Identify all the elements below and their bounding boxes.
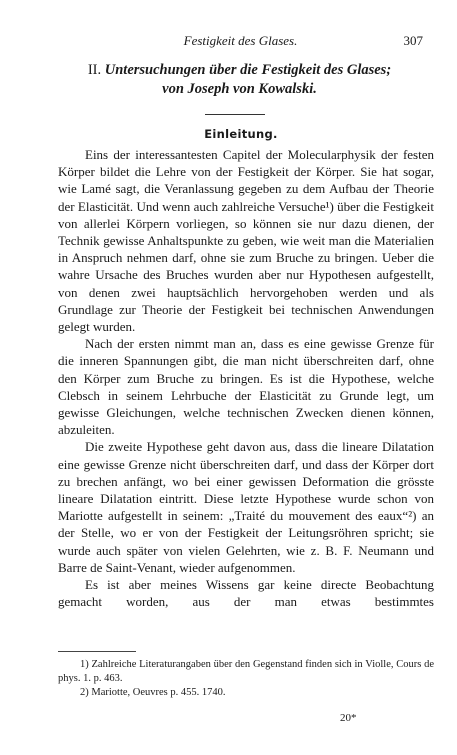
page-number: 307 — [403, 33, 423, 48]
article-title — [52, 61, 427, 99]
body-text — [58, 146, 434, 610]
article-number: II. — [87, 62, 102, 78]
footnote: 2) Mariotte, Oeuvres p. 455. 1740. — [80, 687, 226, 698]
paragraph: Es ist aber meines Wissens gar keine directe Beobachtung gemacht worden, aus der man etwas bestimmtes — [58, 577, 434, 610]
footnotes — [58, 658, 434, 700]
section-heading: Einleitung. — [204, 127, 278, 141]
title-divider — [205, 114, 265, 115]
footnote: 1) Zahlreiche Literaturangaben über den Gegenstand finden sich in Violle, Cours de phys. 1. p. 463. — [58, 659, 434, 684]
running-title: Festigkeit des Glases. — [183, 33, 298, 48]
signature-mark: 20* — [340, 712, 357, 724]
paragraph: Die zweite Hypothese geht davon aus, dass die lineare Dilatation eine gewisse Grenze nicht überschreiten darf, und dass der Körper dort zu brechen anfängt, wo bei einer gewissen Deformation die grösste lineare Dilatation eintritt. Diese letzte Hypothese wurde schon von Mariotte aufgestellt in seinem: „Traité du mouvement des eaux“²) an der Stelle, wo er von der Festigkeit der Leitungsröhren spricht; sie wurde auch später von vielen Gelehrten, wie z. B. F. Neumann und Barre de Saint-Venant, wieder aufgenommen. — [58, 439, 434, 575]
article-author-line: von Joseph von Kowalski. — [162, 81, 317, 97]
footnote-divider — [58, 651, 136, 652]
running-head — [58, 33, 423, 51]
paragraph: Nach der ersten nimmt man an, dass es eine gewisse Grenze für die inneren Spannungen gibt, die man nicht überschreiten darf, ohne den Körper zum Bruche zu bringen. Es ist die Hypothese, welche Clebsch in seinem Lehrbuche der Elasticität zu Grunde legt, um gewisse Gleichungen, welche technischen Zwecken dienen können, abzuleiten. — [58, 336, 434, 438]
paragraph: Eins der interessantesten Capitel der Molecularphysik der festen Körper bildet die Lehre von der Festigkeit der Körper. Sie hat sogar, wie Lamé sagt, die Veranlassung gegeben zu dem Aufbau der Theorie der Elasticität. Und wenn auch zahlreiche Versuche¹) über die Festigkeit von allerlei Körpern vorliegen, so können sie nur dazu dienen, der Technik gewisse Anhaltspunkte zu geben, wie weit man die Materialien in Anspruch nehmen darf, ohne sie zum Bruche zu bringen. Ueber die wahre Ursache des Bruches wurden aber nur Hypothesen aufgestellt, von denen zwei hauptsächlich hervorgehoben werden und als Grundlage zur Theorie der Festigkeit bei technischen Anwendungen gelegt wurden. — [58, 147, 434, 335]
article-title-line-1: Untersuchungen über die Festigkeit des Glases; — [104, 62, 392, 78]
